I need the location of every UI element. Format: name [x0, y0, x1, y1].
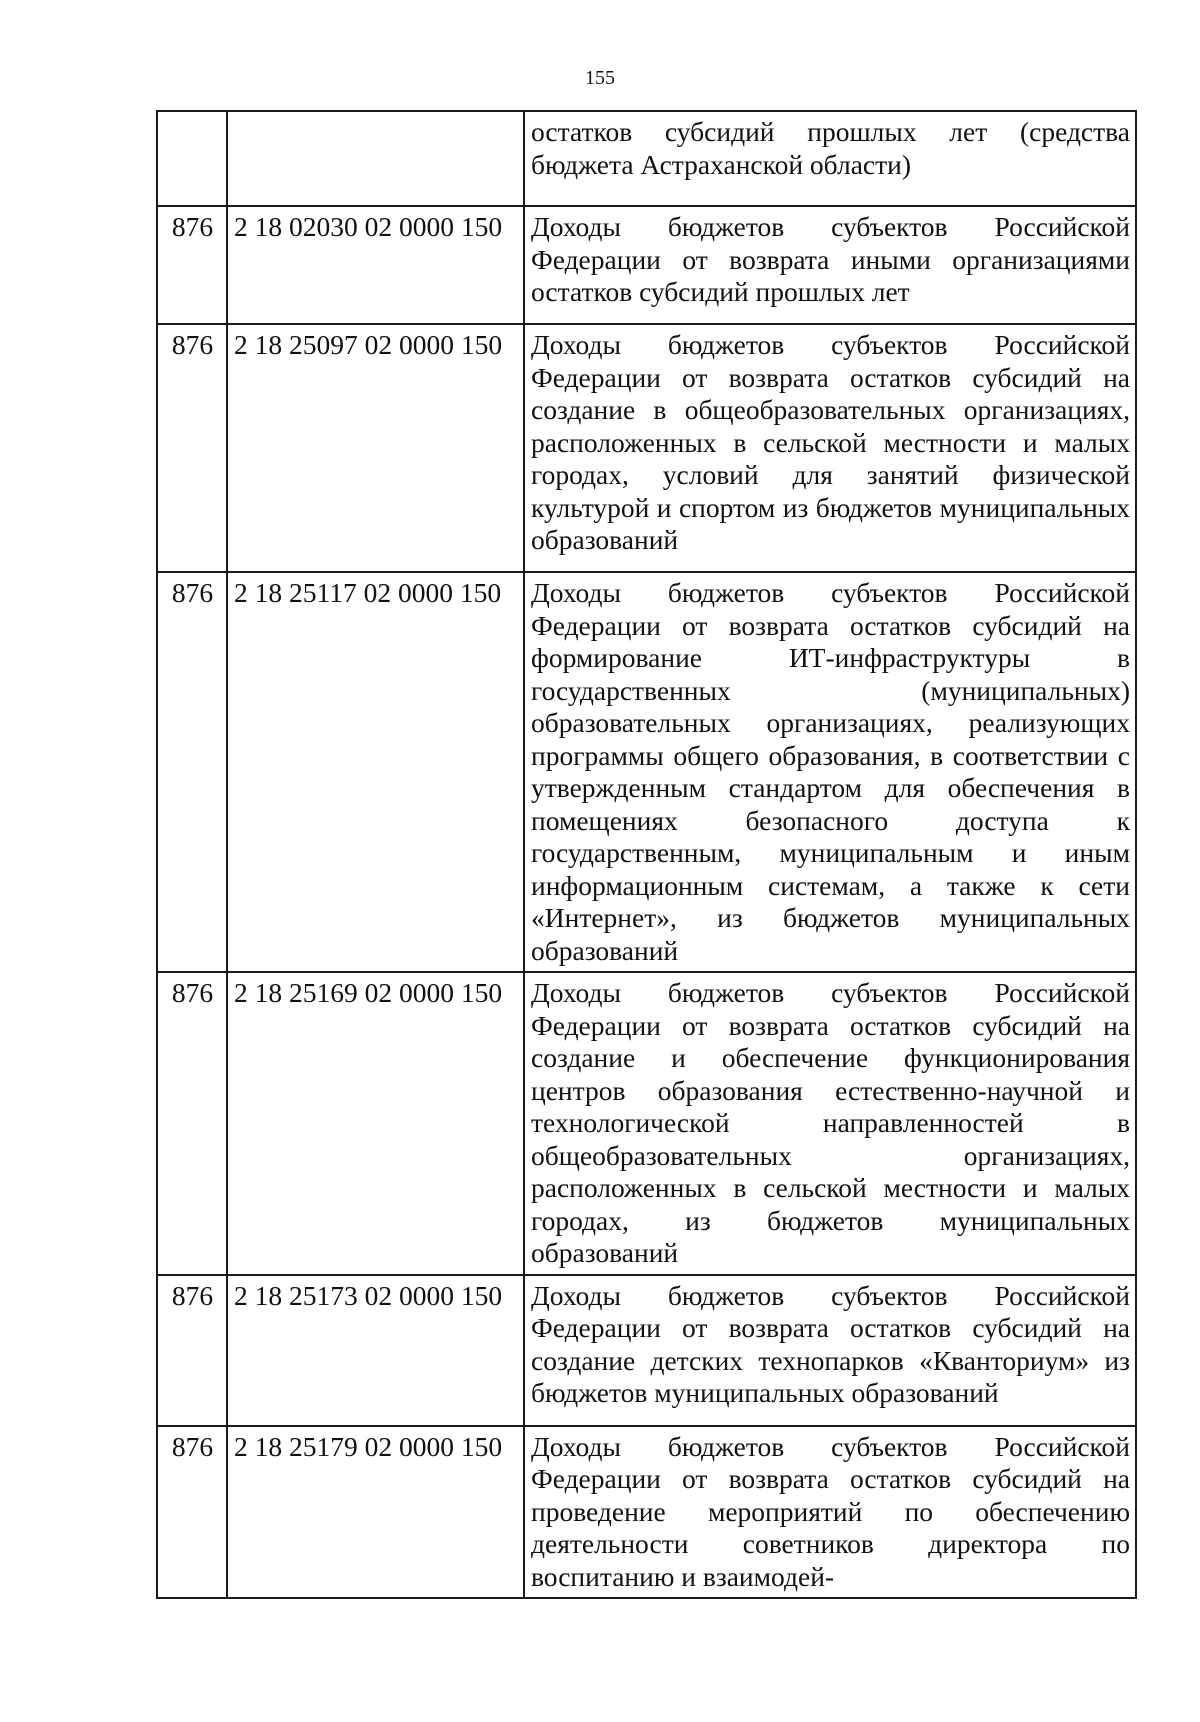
budget-code-cell: 2 18 25169 02 0000 150 [227, 972, 524, 1275]
table-row [157, 572, 1136, 972]
table-row [157, 324, 1136, 572]
budget-code-cell [227, 111, 524, 206]
admin-code-cell: 876 [157, 206, 227, 324]
revenue-name-cell: Доходы бюджетов субъектов Российской Федерации от возврата остатков субсидий на создание и обеспечение функционирования центров образования естественно-научной и технологической направленностей в общеобразовательных организациях, расположенных в сельской местности и малых городах, из бюджетов муниципальных образований [524, 972, 1136, 1275]
admin-code-cell: 876 [157, 972, 227, 1275]
budget-code-cell: 2 18 25179 02 0000 150 [227, 1426, 524, 1599]
table-row [157, 972, 1136, 1275]
budget-code-cell: 2 18 25097 02 0000 150 [227, 324, 524, 572]
budget-code-cell: 2 18 25117 02 0000 150 [227, 572, 524, 972]
admin-code-cell: 876 [157, 1275, 227, 1426]
table-row [157, 1426, 1136, 1599]
admin-code-cell: 876 [157, 324, 227, 572]
admin-code-cell [157, 111, 227, 206]
revenue-name-cell: Доходы бюджетов субъектов Российской Федерации от возврата остатков субсидий на создание детских технопарков «Кванториум» из бюджетов муниципальных образований [524, 1275, 1136, 1426]
revenue-name-cell: Доходы бюджетов субъектов Российской Федерации от возврата остатков субсидий на проведение мероприятий по обеспечению деятельности советников директора по воспитанию и взаимодей- [524, 1426, 1136, 1599]
admin-code-cell: 876 [157, 1426, 227, 1599]
table-row [157, 206, 1136, 324]
table-row [157, 1275, 1136, 1426]
revenue-name-cell: Доходы бюджетов субъектов Российской Федерации от возврата остатков субсидий на создание в общеобразовательных организациях, расположенных в сельской местности и малых городах, условий для занятий физической культурой и спортом из бюджетов муниципальных образований [524, 324, 1136, 572]
budget-revenue-table [156, 110, 1137, 1599]
admin-code-cell: 876 [157, 572, 227, 972]
page-number: 155 [585, 67, 615, 89]
revenue-name-cell: Доходы бюджетов субъектов Российской Федерации от возврата остатков субсидий на формирование ИТ-инфраструктуры в государственных (муниципальных) образовательных организациях, реализующих программы общего образования, в соответствии с утвержденным стандартом для обеспечения в помещениях безопасного доступа к государственным, муниципальным и иным информационным системам, а также к сети «Интернет», из бюджетов муниципальных образований [524, 572, 1136, 972]
revenue-name-cell: остатков субсидий прошлых лет (средства бюджета Астраханской области) [524, 111, 1136, 206]
budget-code-cell: 2 18 02030 02 0000 150 [227, 206, 524, 324]
table-row [157, 111, 1136, 206]
revenue-name-cell: Доходы бюджетов субъектов Российской Федерации от возврата иными организациями остатков субсидий прошлых лет [524, 206, 1136, 324]
budget-code-cell: 2 18 25173 02 0000 150 [227, 1275, 524, 1426]
